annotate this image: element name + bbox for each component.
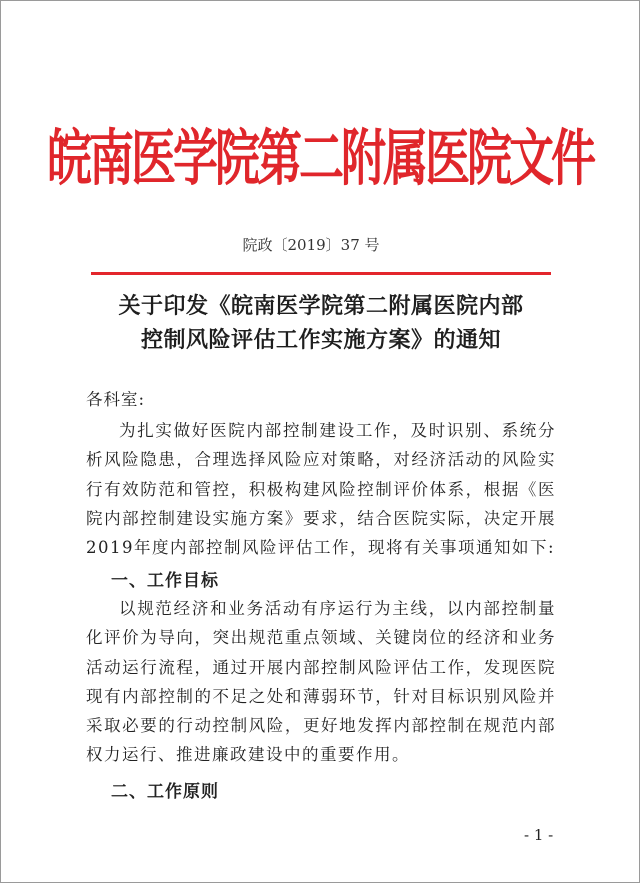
page-number: - 1 - [524, 826, 554, 844]
red-separator-rule [91, 272, 551, 275]
section-heading-work-principles: 二、工作原则 [111, 782, 219, 802]
notice-title-line-2: 控制风险评估工作实施方案》的通知 [140, 327, 501, 353]
notice-title-line-1: 关于印发《皖南医学院第二附属医院内部 [118, 293, 524, 319]
section-heading-work-goals: 一、工作目标 [111, 571, 219, 591]
intro-paragraph: 为扎实做好医院内部控制建设工作，及时识别、系统分析风险隐患，合理选择风险应对策略，对经济活动的风险实行有效防范和管控，积极构建风险控制评价体系，根据《医院内部控制建设实施方案》要求，结合医院实际，决定开展2019年度内部控制风险评估工作，现将有关事项通知如下: [86, 421, 556, 558]
organization-header-title: 皖南医学院第二附属医院文件 [46, 122, 593, 195]
document-number: 院政〔2019〕37 号 [242, 236, 380, 254]
work-goals-paragraph: 以规范经济和业务活动有序运行为主线，以内部控制量化评价为导向，突出规范重点领域、关键岗位的经济和业务活动运行流程，通过开展内部控制风险评估工作，发现医院现有内部控制的不足之处和薄弱环节，针对目标识别风险并采取必要的行动控制风险，更好地发挥内部控制在规范内部权力运行、推进廉政建设中的重要作用。 [86, 599, 556, 765]
salutation: 各科室: [86, 390, 146, 409]
